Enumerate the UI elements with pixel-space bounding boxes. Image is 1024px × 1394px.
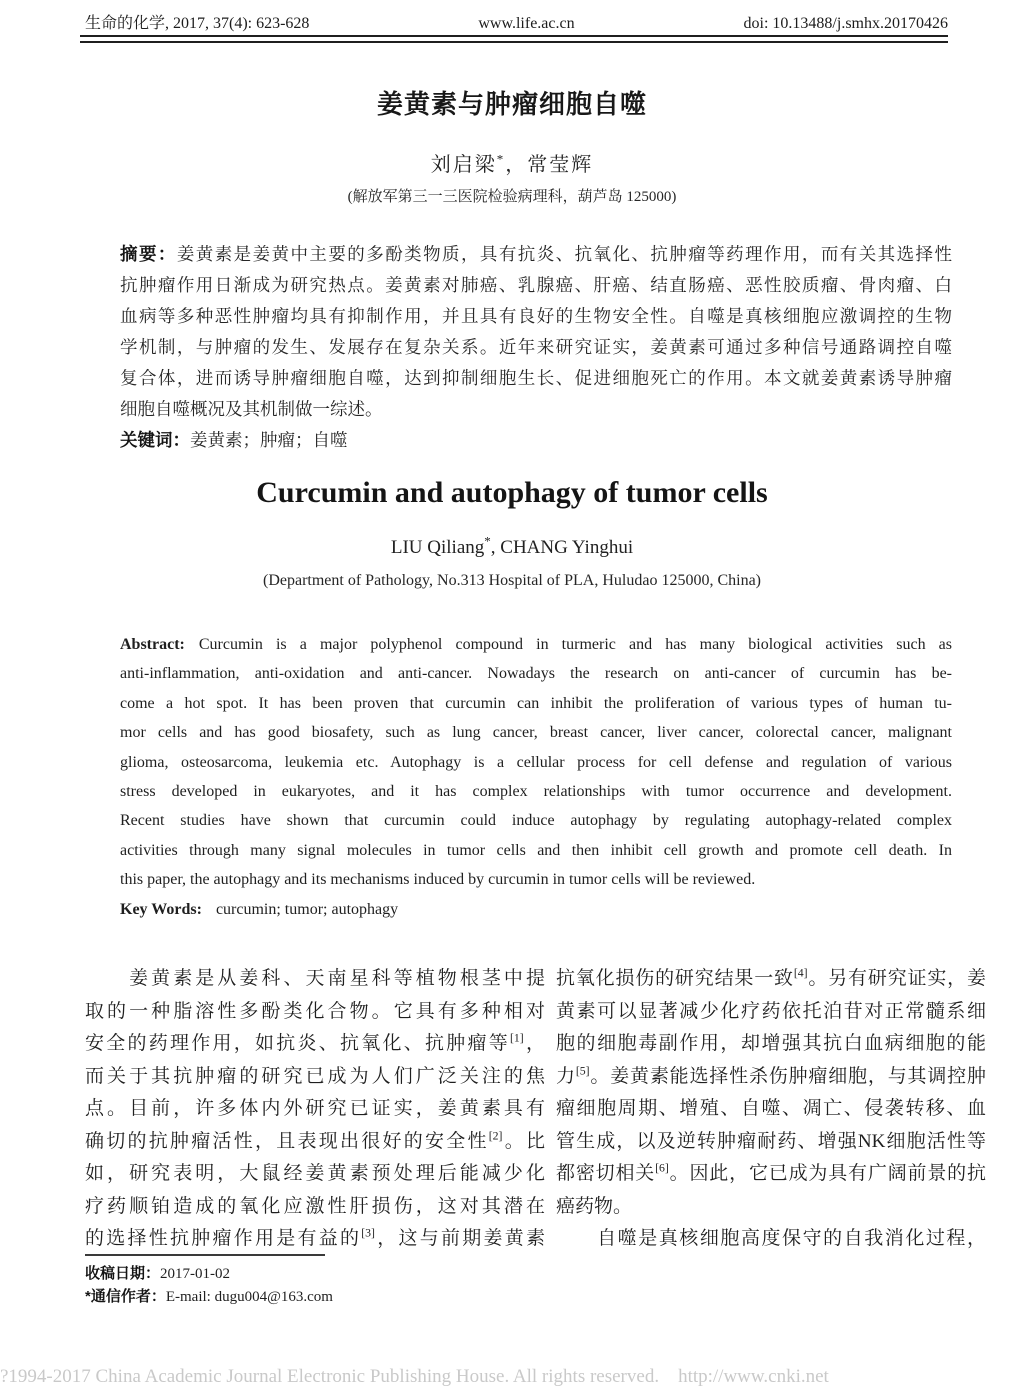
text-line: 管生成，以及逆转肿瘤耐药、增强NK细胞活性等 bbox=[556, 1130, 986, 1152]
text-line: 姜黄素是从姜科、天南星科等植物根茎中提 bbox=[85, 968, 545, 989]
text-line: 取的一种脂溶性多酚类化合物。它具有多种相对 bbox=[85, 1000, 545, 1022]
abstract-first-line bbox=[120, 630, 952, 659]
abstract-label-cn: 摘要： bbox=[120, 244, 177, 264]
abstract-label-en: Abstract: bbox=[120, 636, 185, 653]
article-title-en: Curcumin and autophagy of tumor cells bbox=[256, 476, 768, 509]
journal-citation: 生命的化学, 2017, 37(4): 623-628 bbox=[85, 15, 310, 32]
text-line: 抗肿瘤作用日渐成为研究热点。姜黄素对肺癌、乳腺癌、肝癌、结直肠癌、恶性胶质瘤、骨肉瘤、白 bbox=[120, 275, 952, 295]
received-date-value: 2017-01-02 bbox=[160, 1266, 231, 1282]
text-line: 抗氧化损伤的研究结果一致[4]。另有研究证实，姜 bbox=[556, 966, 986, 989]
received-date-label: 收稿日期： bbox=[85, 1265, 161, 1282]
text-line: 瘤细胞周期、增殖、自噬、凋亡、侵袭转移、血 bbox=[556, 1098, 986, 1119]
text-line: activities through many signal molecules in tumor cells and then inhibit cell growth and promote cell death. In bbox=[120, 841, 952, 859]
text-line: glioma, osteosarcoma, leukemia etc. Autophagy is a cellular process for cell defense and regulation of various bbox=[120, 753, 952, 771]
text-line: 疗药顺铂造成的氧化应激性肝损伤，这对其潜在 bbox=[85, 1195, 545, 1217]
text-line: 的选择性抗肿瘤作用是有益的[3]，这与前期姜黄素 bbox=[85, 1226, 545, 1249]
keywords-label-cn: 关键词： bbox=[120, 430, 190, 450]
text-line: anti-inflammation, anti-oxidation and anti-cancer. Nowadays the research on anti-cancer of curcumin has be- bbox=[120, 665, 952, 683]
author-name: , CHANG Yinghui bbox=[490, 537, 634, 558]
footnote-divider bbox=[85, 1254, 325, 1256]
author-name: LIU Qiliang bbox=[390, 537, 485, 558]
author-name: ，常莹辉 bbox=[505, 154, 594, 176]
text-line: 如，研究表明，大鼠经姜黄素预处理后能减少化 bbox=[85, 1163, 545, 1184]
corresponding-author-line bbox=[85, 1285, 333, 1306]
authors-en bbox=[0, 533, 1024, 559]
keywords-label-en: Key Words: bbox=[120, 900, 202, 918]
body-column-right bbox=[556, 963, 986, 1256]
text-line: 复合体，进而诱导肿瘤细胞自噬，达到抑制细胞生长、促进细胞死亡的作用。本文就姜黄素诱导肿瘤 bbox=[120, 368, 952, 388]
authors-cn bbox=[0, 148, 1024, 177]
text-line: stress developed in eukaryotes, and it has complex relationships with tumor occurrence and development. bbox=[120, 783, 952, 801]
text-line: 确切的抗肿瘤活性，且表现出很好的安全性[2]。比 bbox=[85, 1129, 545, 1152]
page-header bbox=[85, 10, 948, 33]
text-line: 安全的药理作用，如抗炎、抗氧化、抗肿瘤等[1]， bbox=[85, 1031, 545, 1054]
text-line: 自噬是真核细胞高度保守的自我消化过程， bbox=[556, 1228, 986, 1249]
text-line: mor cells and has good biosafety, such as lung cancer, breast cancer, liver cancer, colorectal cancer, malignant bbox=[120, 724, 952, 742]
text-line: 点。目前，许多体内外研究已证实，姜黄素具有 bbox=[85, 1098, 545, 1119]
text-line: 细胞自噬概况及其机制做一综述。 bbox=[120, 399, 383, 419]
text-line: come a hot spot. It has been proven that curcumin can inhibit the proliferation of various types of human tu- bbox=[120, 694, 952, 712]
article-title-cn: 姜黄素与肿瘤细胞自噬 bbox=[376, 89, 647, 119]
text-line: 力[5]。姜黄素能选择性杀伤肿瘤细胞，与其调控肿 bbox=[556, 1064, 986, 1087]
abstract-text: Curcumin is a major polyphenol compound in turmeric and has many biological activities such as bbox=[198, 636, 952, 653]
abstract-cn bbox=[120, 239, 952, 456]
text-line: 黄素可以显著减少化疗药依托泊苷对正常髓系细 bbox=[556, 1000, 986, 1022]
abstract-lines-en bbox=[120, 659, 952, 894]
received-date-line bbox=[85, 1262, 230, 1283]
text-line: 胞的细胞毒副作用，却增强其抗白血病细胞的能 bbox=[556, 1033, 986, 1054]
author-name: 刘启梁 bbox=[430, 154, 497, 176]
header-double-rule bbox=[80, 35, 948, 43]
abstract-lines-cn bbox=[120, 270, 952, 425]
keywords-cn: 姜黄素；肿瘤；自噬 bbox=[190, 430, 348, 450]
keywords-line-cn bbox=[120, 425, 952, 456]
text-line: 学机制，与肿瘤的发生、发展存在复杂关系。近年来研究证实，姜黄素可通过多种信号通路调控自噬 bbox=[120, 337, 952, 357]
abstract-first-line bbox=[120, 239, 952, 270]
corresponding-author-label: *通信作者： bbox=[85, 1288, 166, 1305]
text-line: Recent studies have shown that curcumin could induce autophagy by regulating autophagy-related complex bbox=[120, 812, 952, 830]
keywords-en: curcumin; tumor; autophagy bbox=[215, 900, 399, 918]
corresponding-author-email: E-mail: dugu004@163.com bbox=[165, 1289, 333, 1305]
journal-website: www.life.ac.cn bbox=[478, 15, 575, 32]
affiliation-cn: (解放军第三一三医院检验病理科，葫芦岛 125000) bbox=[347, 189, 677, 205]
text-line: this paper, the autophagy and its mechanisms induced by curcumin in tumor cells will be reviewed. bbox=[120, 871, 756, 889]
doi-text: doi: 10.13488/j.smhx.20170426 bbox=[743, 15, 948, 32]
text-line: 癌药物。 bbox=[556, 1195, 633, 1217]
abstract-text: 姜黄素是姜黄中主要的多酚类物质，具有抗炎、抗氧化、抗肿瘤等药理作用，而有关其选择性 bbox=[176, 244, 952, 264]
text-line: 都密切相关[6]。因此，它已成为具有广阔前景的抗 bbox=[556, 1161, 986, 1184]
cnki-watermark: ?1994-2017 China Academic Journal Electronic Publishing House. All rights reserved. http://www.cnki.net bbox=[0, 1366, 829, 1387]
text-line: 而关于其抗肿瘤的研究已成为人们广泛关注的焦 bbox=[85, 1065, 545, 1087]
body-column-left bbox=[85, 963, 545, 1256]
text-line: 血病等多种恶性肿瘤均具有抑制作用，并且具有良好的生物安全性。自噬是真核细胞应激调控的生物 bbox=[120, 306, 952, 326]
corresponding-author-mark: * bbox=[484, 533, 491, 549]
corresponding-author-mark: * bbox=[496, 151, 506, 167]
keywords-line-en bbox=[120, 895, 952, 924]
affiliation-en: (Department of Pathology, No.313 Hospital of PLA, Huludao 125000, China) bbox=[262, 572, 761, 589]
abstract-en bbox=[120, 630, 952, 924]
